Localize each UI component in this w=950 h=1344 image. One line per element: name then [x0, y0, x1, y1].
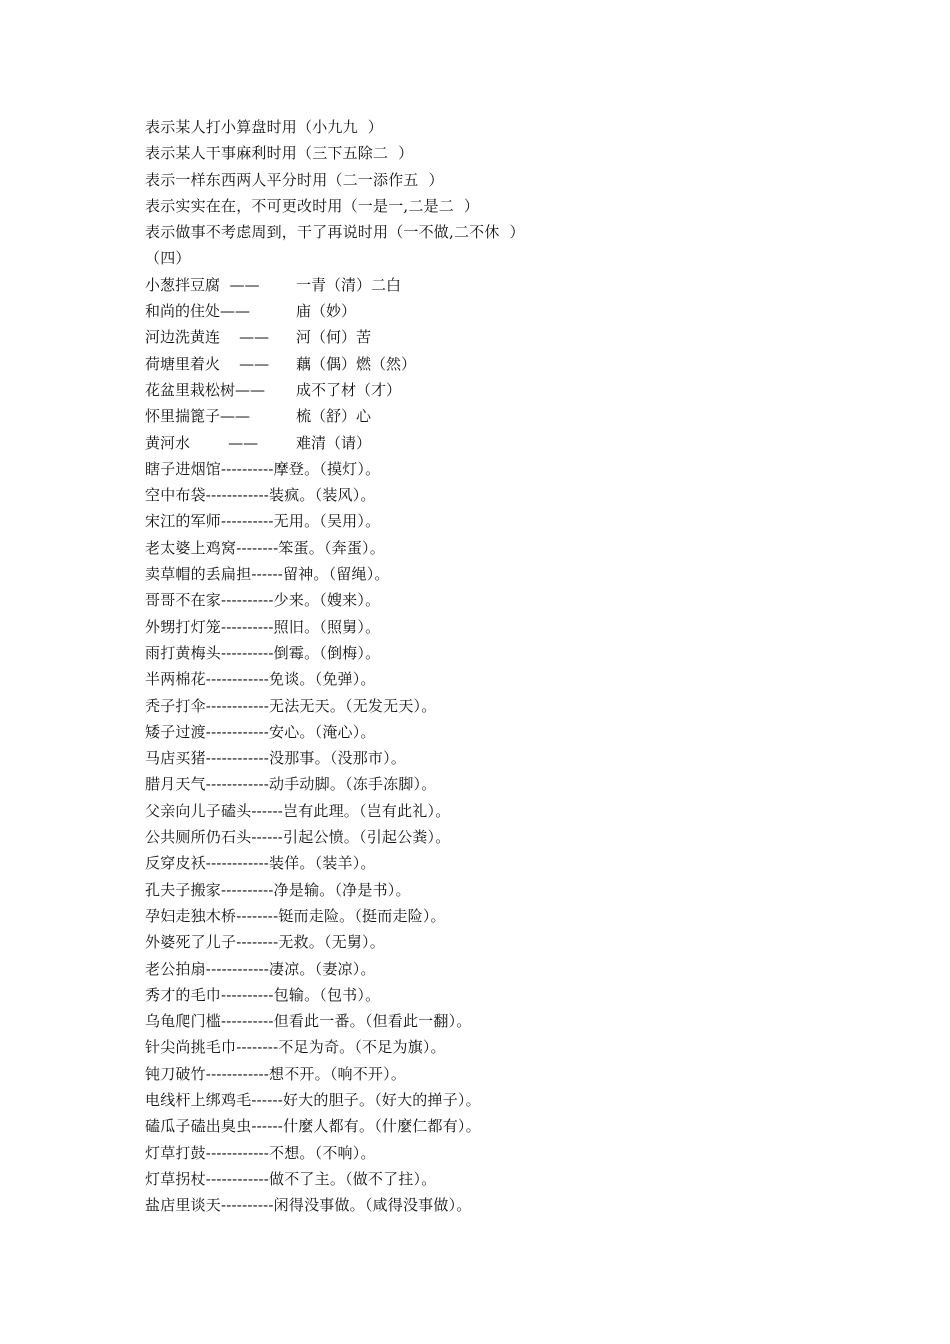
riddle-answer: 难清（请） — [296, 433, 372, 452]
riddle-answer: 庙（妙） — [296, 302, 357, 321]
text-line: 表示某人打小算盘时用（小九九 ） — [145, 118, 383, 136]
section-three — [145, 114, 845, 245]
text-line: 瞎子进烟馆----------摩登。（摸灯）。 — [145, 459, 381, 478]
text-line: 半两棉花------------免谈。（免弹）。 — [145, 670, 376, 689]
riddle-pair — [145, 272, 845, 298]
text-line: 孕妇走独木桥--------铤而走险。（挺而走险）。 — [145, 906, 446, 925]
riddle-answer: 藕（偶）燃（然） — [296, 354, 417, 373]
text-line: 外甥打灯笼----------照旧。（照舅）。 — [145, 617, 381, 636]
riddle-answer: 成不了材（才） — [296, 380, 402, 399]
text-line: 表示一样东西两人平分时用（二一添作五 ） — [145, 170, 444, 189]
riddle-pair — [145, 377, 845, 403]
section-five — [145, 456, 845, 1219]
riddle-pair — [145, 324, 845, 350]
text-line: 宋江的军师----------无用。（吴用）。 — [145, 512, 381, 531]
document-page — [145, 114, 845, 1218]
text-line: 外婆死了儿子--------无救。（无舅）。 — [145, 933, 385, 952]
text-line: 灯草打鼓------------不想。（不响）。 — [145, 1143, 376, 1162]
text-line: 磕瓜子磕出臭虫------什麼人都有。（什麼仁都有）。 — [145, 1117, 481, 1136]
riddle-text: 怀里揣篦子—— — [145, 407, 251, 426]
text-line: 老公拍扇------------凄凉。（妻凉）。 — [145, 959, 376, 978]
riddle-pair — [145, 430, 845, 456]
text-line: 盐店里谈天----------闲得没事做。（咸得没事做）。 — [145, 1196, 472, 1215]
riddle-answer: 梳（舒）心 — [296, 407, 372, 426]
riddle-answer: 河（何）苦 — [296, 328, 372, 347]
text-line: 表示实实在在，不可更改时用（一是一,二是二 ） — [145, 196, 480, 215]
text-line: 雨打黄梅头----------倒霉。（倒梅）。 — [145, 643, 381, 662]
text-line: 灯草拐杖------------做不了主。（做不了拄）。 — [145, 1169, 437, 1188]
text-line: 表示做事不考虑周到，干了再说时用（一不做,二不休 ） — [145, 223, 525, 242]
riddle-text: 河边洗黄连 —— — [145, 328, 270, 347]
text-line: 马店买猪------------没那事。（没那市）。 — [145, 749, 407, 768]
riddle-text: 荷塘里着火 —— — [145, 354, 270, 373]
riddle-text: 黄河水 —— — [145, 433, 259, 452]
section-heading: （四） — [145, 249, 191, 268]
text-line: 老太婆上鸡窝--------笨蛋。（奔蛋）。 — [145, 538, 385, 557]
riddle-pair — [145, 351, 845, 377]
section-four — [145, 272, 845, 456]
text-line: 空中布袋------------装疯。（装风）。 — [145, 486, 376, 505]
text-line: 公共厕所仍石头------引起公愤。（引起公粪）。 — [145, 828, 451, 847]
text-line: 腊月天气------------动手动脚。（冻手冻脚）。 — [145, 775, 437, 794]
text-line: 乌龟爬门槛----------但看此一番。（但看此一翻）。 — [145, 1012, 472, 1031]
riddle-text: 花盆里栽松树—— — [145, 380, 266, 399]
riddle-pair — [145, 403, 845, 429]
text-line: 矮子过渡------------安心。（淹心）。 — [145, 722, 376, 741]
text-line: 秃子打伞------------无法无天。（无发无天）。 — [145, 696, 437, 715]
riddle-pair — [145, 298, 845, 324]
text-line: 秀才的毛巾----------包输。（包书）。 — [145, 985, 381, 1004]
riddle-text: 小葱拌豆腐 —— — [145, 275, 260, 294]
text-line: 卖草帽的丢扁担------留神。（留绳）。 — [145, 565, 390, 584]
text-line: 孔夫子搬家----------净是输。（净是书）。 — [145, 880, 411, 899]
riddle-answer: 一青（清）二白 — [296, 275, 402, 294]
text-line: 哥哥不在家----------少来。（嫂来）。 — [145, 591, 381, 610]
text-line: 表示某人干事麻利时用（三下五除二 ） — [145, 144, 414, 163]
riddle-text: 和尚的住处—— — [145, 302, 251, 321]
text-line: 父亲向儿子磕头------岂有此理。（岂有此礼）。 — [145, 801, 451, 820]
text-line: 钝刀破竹------------想不开。（响不开）。 — [145, 1064, 407, 1083]
text-line: 针尖尚挑毛巾--------不足为奇。（不足为旗）。 — [145, 1038, 446, 1057]
text-line: 反穿皮袄------------装佯。（装羊）。 — [145, 854, 376, 873]
text-line: 电线杆上绑鸡毛------好大的胆子。（好大的掸子）。 — [145, 1090, 481, 1109]
